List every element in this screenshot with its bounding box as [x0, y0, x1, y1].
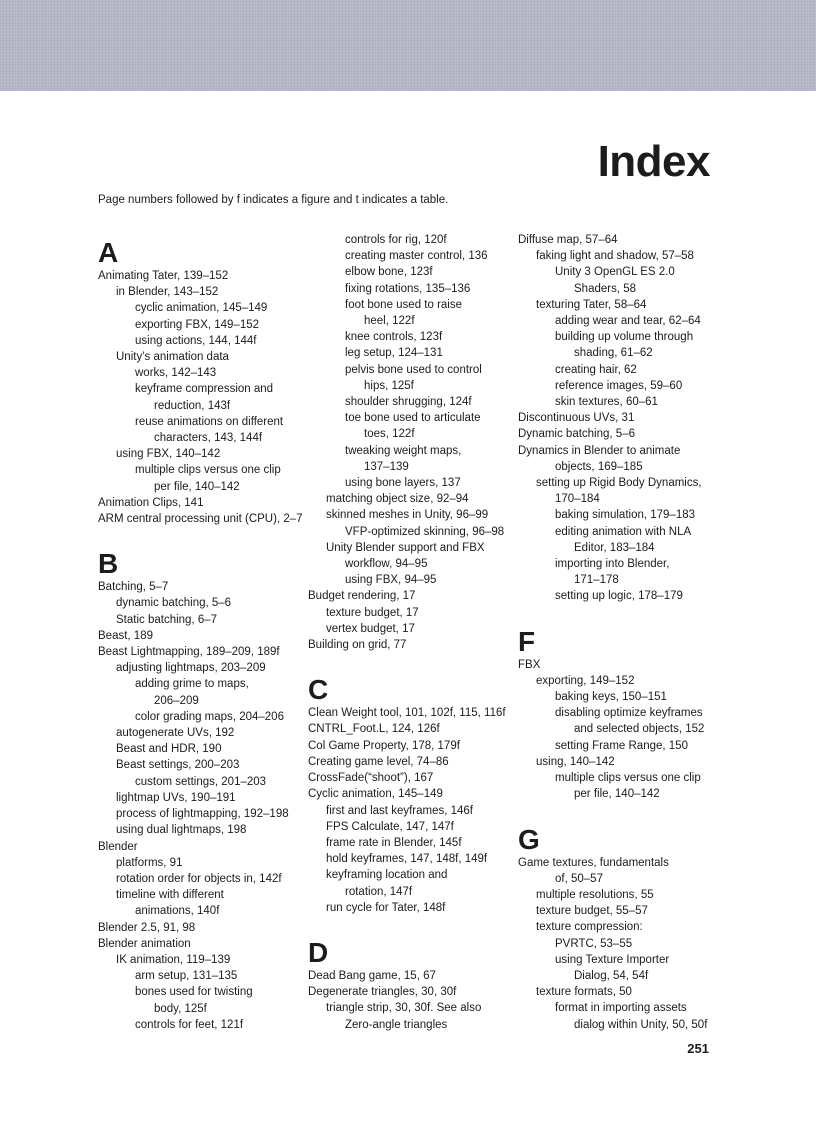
index-entry: animations, 140f — [135, 905, 220, 918]
page-title: Index — [597, 137, 710, 186]
index-entry: fixing rotations, 135–136 — [345, 282, 471, 295]
index-entry: texture budget, 55–57 — [536, 905, 648, 918]
index-entry: using FBX, 140–142 — [116, 448, 221, 461]
index-entry: triangle strip, 30, 30f. See also — [326, 1002, 482, 1015]
index-entry: using FBX, 94–95 — [345, 574, 437, 587]
index-entry: multiple clips versus one clip — [555, 772, 701, 785]
index-entry: controls for feet, 121f — [135, 1018, 244, 1031]
index-entry: tweaking weight maps, — [345, 444, 462, 457]
section-spacer — [308, 916, 518, 932]
index-entry: dynamic batching, 5–6 — [116, 597, 232, 610]
index-entry: per file, 140–142 — [574, 788, 660, 801]
index-entry: shading, 61–62 — [574, 347, 653, 360]
index-entry: Game textures, fundamentals — [518, 856, 669, 869]
index-column-3 — [518, 232, 728, 1033]
index-note: Page numbers followed by f indicates a figure and t indicates a table. — [98, 194, 449, 206]
index-entry: Dead Bang game, 15, 67 — [308, 969, 436, 982]
index-entry: CrossFade(“shoot”), 167 — [308, 772, 434, 785]
index-entry: disabling optimize keyframes — [555, 707, 703, 720]
index-entry: Editor, 183–184 — [574, 541, 655, 554]
index-entry: per file, 140–142 — [154, 480, 240, 493]
index-entry: faking light and shadow, 57–58 — [536, 250, 694, 263]
index-entry: process of lightmapping, 192–198 — [116, 808, 289, 821]
index-entry: Beast, 189 — [98, 629, 153, 642]
index-entry: VFP-optimized skinning, 96–98 — [345, 525, 505, 538]
index-entry: setting Frame Range, 150 — [555, 739, 688, 752]
index-entry: works, 142–143 — [135, 367, 217, 380]
index-entry: hold keyframes, 147, 148f, 149f — [326, 853, 488, 866]
index-entry: adding grime to maps, — [135, 678, 249, 691]
index-entry: Zero-angle triangles — [345, 1018, 448, 1031]
index-entry: Unity 3 OpenGL ES 2.0 — [555, 266, 675, 279]
index-entry: toe bone used to articulate — [345, 412, 481, 425]
index-entry: baking simulation, 179–183 — [555, 509, 696, 522]
index-entry: texture compression: — [536, 921, 643, 934]
index-entry: workflow, 94–95 — [345, 558, 428, 571]
index-entry: 171–178 — [574, 574, 619, 587]
index-entry: 170–184 — [555, 493, 600, 506]
index-entry: bones used for twisting — [135, 986, 253, 999]
index-entry: and selected objects, 152 — [574, 723, 705, 736]
index-entry: hips, 125f — [364, 379, 414, 392]
index-entry: 137–139 — [364, 460, 409, 473]
index-entry: matching object size, 92–94 — [326, 493, 469, 506]
index-entry: Dynamics in Blender to animate — [518, 444, 681, 457]
index-entry: Discontinuous UVs, 31 — [518, 412, 635, 425]
index-entry: setting up Rigid Body Dynamics, — [536, 477, 702, 490]
section-spacer — [518, 803, 728, 819]
index-entry: leg setup, 124–131 — [345, 347, 443, 360]
index-entry: baking keys, 150–151 — [555, 691, 667, 704]
section-spacer — [518, 605, 728, 621]
index-entry: multiple clips versus one clip — [135, 464, 281, 477]
section-letter: B — [98, 548, 119, 580]
index-entry: FBX — [518, 658, 541, 671]
index-entry: shoulder shrugging, 124f — [345, 396, 472, 409]
index-entry: keyframe compression and — [135, 383, 274, 396]
index-entry: arm setup, 131–135 — [135, 970, 238, 983]
index-entry: PVRTC, 53–55 — [555, 937, 633, 950]
section-letter: F — [518, 625, 536, 657]
index-entry: first and last keyframes, 146f — [326, 804, 474, 817]
index-entry: creating hair, 62 — [555, 363, 637, 376]
index-entry: building up volume through — [555, 331, 694, 344]
index-entry: 206–209 — [154, 694, 199, 707]
index-entry: knee controls, 123f — [345, 331, 443, 344]
index-entry: Cyclic animation, 145–149 — [308, 788, 443, 801]
index-entry: vertex budget, 17 — [326, 622, 415, 635]
index-entry: dialog within Unity, 50, 50f — [574, 1018, 708, 1031]
index-entry: Blender — [98, 840, 138, 853]
page-number: 251 — [687, 1041, 709, 1056]
index-entry: reuse animations on different — [135, 415, 284, 428]
index-column-2 — [308, 232, 518, 1033]
index-entry: frame rate in Blender, 145f — [326, 836, 462, 849]
index-entry: Building on grid, 77 — [308, 639, 407, 652]
index-entry: Dynamic batching, 5–6 — [518, 428, 635, 441]
index-entry: using dual lightmaps, 198 — [116, 824, 247, 837]
index-entry: pelvis bone used to control — [345, 363, 482, 376]
index-entry: multiple resolutions, 55 — [536, 888, 654, 901]
index-entry: IK animation, 119–139 — [116, 953, 231, 966]
section-letter: A — [98, 237, 119, 268]
index-entry: Blender 2.5, 91, 98 — [98, 921, 196, 934]
index-entry: skin textures, 60–61 — [555, 396, 658, 409]
index-entry: Clean Weight tool, 101, 102f, 115, 116f — [308, 707, 506, 720]
index-entry: setting up logic, 178–179 — [555, 590, 683, 603]
index-entry: Animating Tater, 139–152 — [98, 270, 229, 282]
index-entry: exporting FBX, 149–152 — [135, 318, 260, 331]
index-entry: Beast settings, 200–203 — [116, 759, 240, 772]
index-entry: Diffuse map, 57–64 — [518, 234, 618, 246]
index-entry: custom settings, 201–203 — [135, 775, 267, 788]
index-entry: of, 50–57 — [555, 872, 603, 885]
section-letter: C — [308, 674, 329, 706]
index-entry: Unity Blender support and FBX — [326, 541, 485, 554]
index-entry: elbow bone, 123f — [345, 266, 433, 279]
index-entry: adjusting lightmaps, 203–209 — [116, 662, 266, 675]
index-entry: exporting, 149–152 — [536, 674, 635, 687]
index-entry: rotation order for objects in, 142f — [116, 872, 282, 885]
index-entry: Batching, 5–7 — [98, 581, 169, 594]
index-entry: using, 140–142 — [536, 755, 615, 768]
index-entry: body, 125f — [154, 1002, 207, 1015]
index-entry: Beast Lightmapping, 189–209, 189f — [98, 646, 280, 659]
index-entry: rotation, 147f — [345, 885, 413, 898]
section-spacer — [98, 527, 308, 543]
index-entry: Static batching, 6–7 — [116, 613, 218, 626]
index-entry: using actions, 144, 144f — [135, 334, 257, 347]
index-entry: run cycle for Tater, 148f — [326, 901, 446, 914]
index-entry: adding wear and tear, 62–64 — [555, 315, 701, 328]
index-entry: texture budget, 17 — [326, 606, 419, 619]
index-entry: objects, 169–185 — [555, 460, 643, 473]
index-entry: reference images, 59–60 — [555, 379, 683, 392]
index-entry: texturing Tater, 58–64 — [536, 298, 647, 311]
index-entry: Blender animation — [98, 937, 191, 950]
index-entry: foot bone used to raise — [345, 298, 462, 311]
index-entry: timeline with different — [116, 889, 224, 902]
index-entry: platforms, 91 — [116, 856, 183, 869]
index-entry: CNTRL_Foot.L, 124, 126f — [308, 723, 440, 736]
index-entry: Budget rendering, 17 — [308, 590, 416, 603]
header-band — [0, 0, 816, 91]
index-entry: editing animation with NLA — [555, 525, 692, 538]
section-letter: D — [308, 936, 329, 968]
index-entry: creating master control, 136 — [345, 250, 488, 263]
index-entry: controls for rig, 120f — [345, 234, 447, 246]
index-entry: reduction, 143f — [154, 399, 231, 412]
index-entry: toes, 122f — [364, 428, 415, 441]
index-entry: texture formats, 50 — [536, 986, 632, 999]
index-entry: Degenerate triangles, 30, 30f — [308, 986, 457, 999]
index-entry: characters, 143, 144f — [154, 432, 263, 445]
index-entry: Col Game Property, 178, 179f — [308, 739, 460, 752]
index-entry: format in importing assets — [555, 1002, 687, 1015]
index-column-1 — [98, 232, 308, 1033]
index-entry: Dialog, 54, 54f — [574, 969, 649, 982]
index-entry: Animation Clips, 141 — [98, 496, 204, 509]
index-entry: autogenerate UVs, 192 — [116, 727, 235, 740]
index-entry: using bone layers, 137 — [345, 477, 461, 490]
index-entry: using Texture Importer — [555, 953, 670, 966]
index-entry: cyclic animation, 145–149 — [135, 302, 268, 315]
index-entry: keyframing location and — [326, 869, 448, 882]
index-entry: heel, 122f — [364, 315, 415, 328]
index-entry: importing into Blender, — [555, 558, 670, 571]
index-entry: in Blender, 143–152 — [116, 286, 219, 299]
index-entry: skinned meshes in Unity, 96–99 — [326, 509, 489, 522]
index-entry: ARM central processing unit (CPU), 2–7 — [98, 513, 303, 526]
index-entry: Beast and HDR, 190 — [116, 743, 222, 756]
index-entry: color grading maps, 204–206 — [135, 710, 284, 723]
section-spacer — [308, 653, 518, 669]
index-entry: Creating game level, 74–86 — [308, 755, 449, 768]
index-entry: Shaders, 58 — [574, 282, 637, 295]
index-entry: Unity’s animation data — [116, 351, 229, 364]
index-entry: lightmap UVs, 190–191 — [116, 791, 236, 804]
section-letter: G — [518, 823, 540, 855]
index-entry: FPS Calculate, 147, 147f — [326, 820, 454, 833]
